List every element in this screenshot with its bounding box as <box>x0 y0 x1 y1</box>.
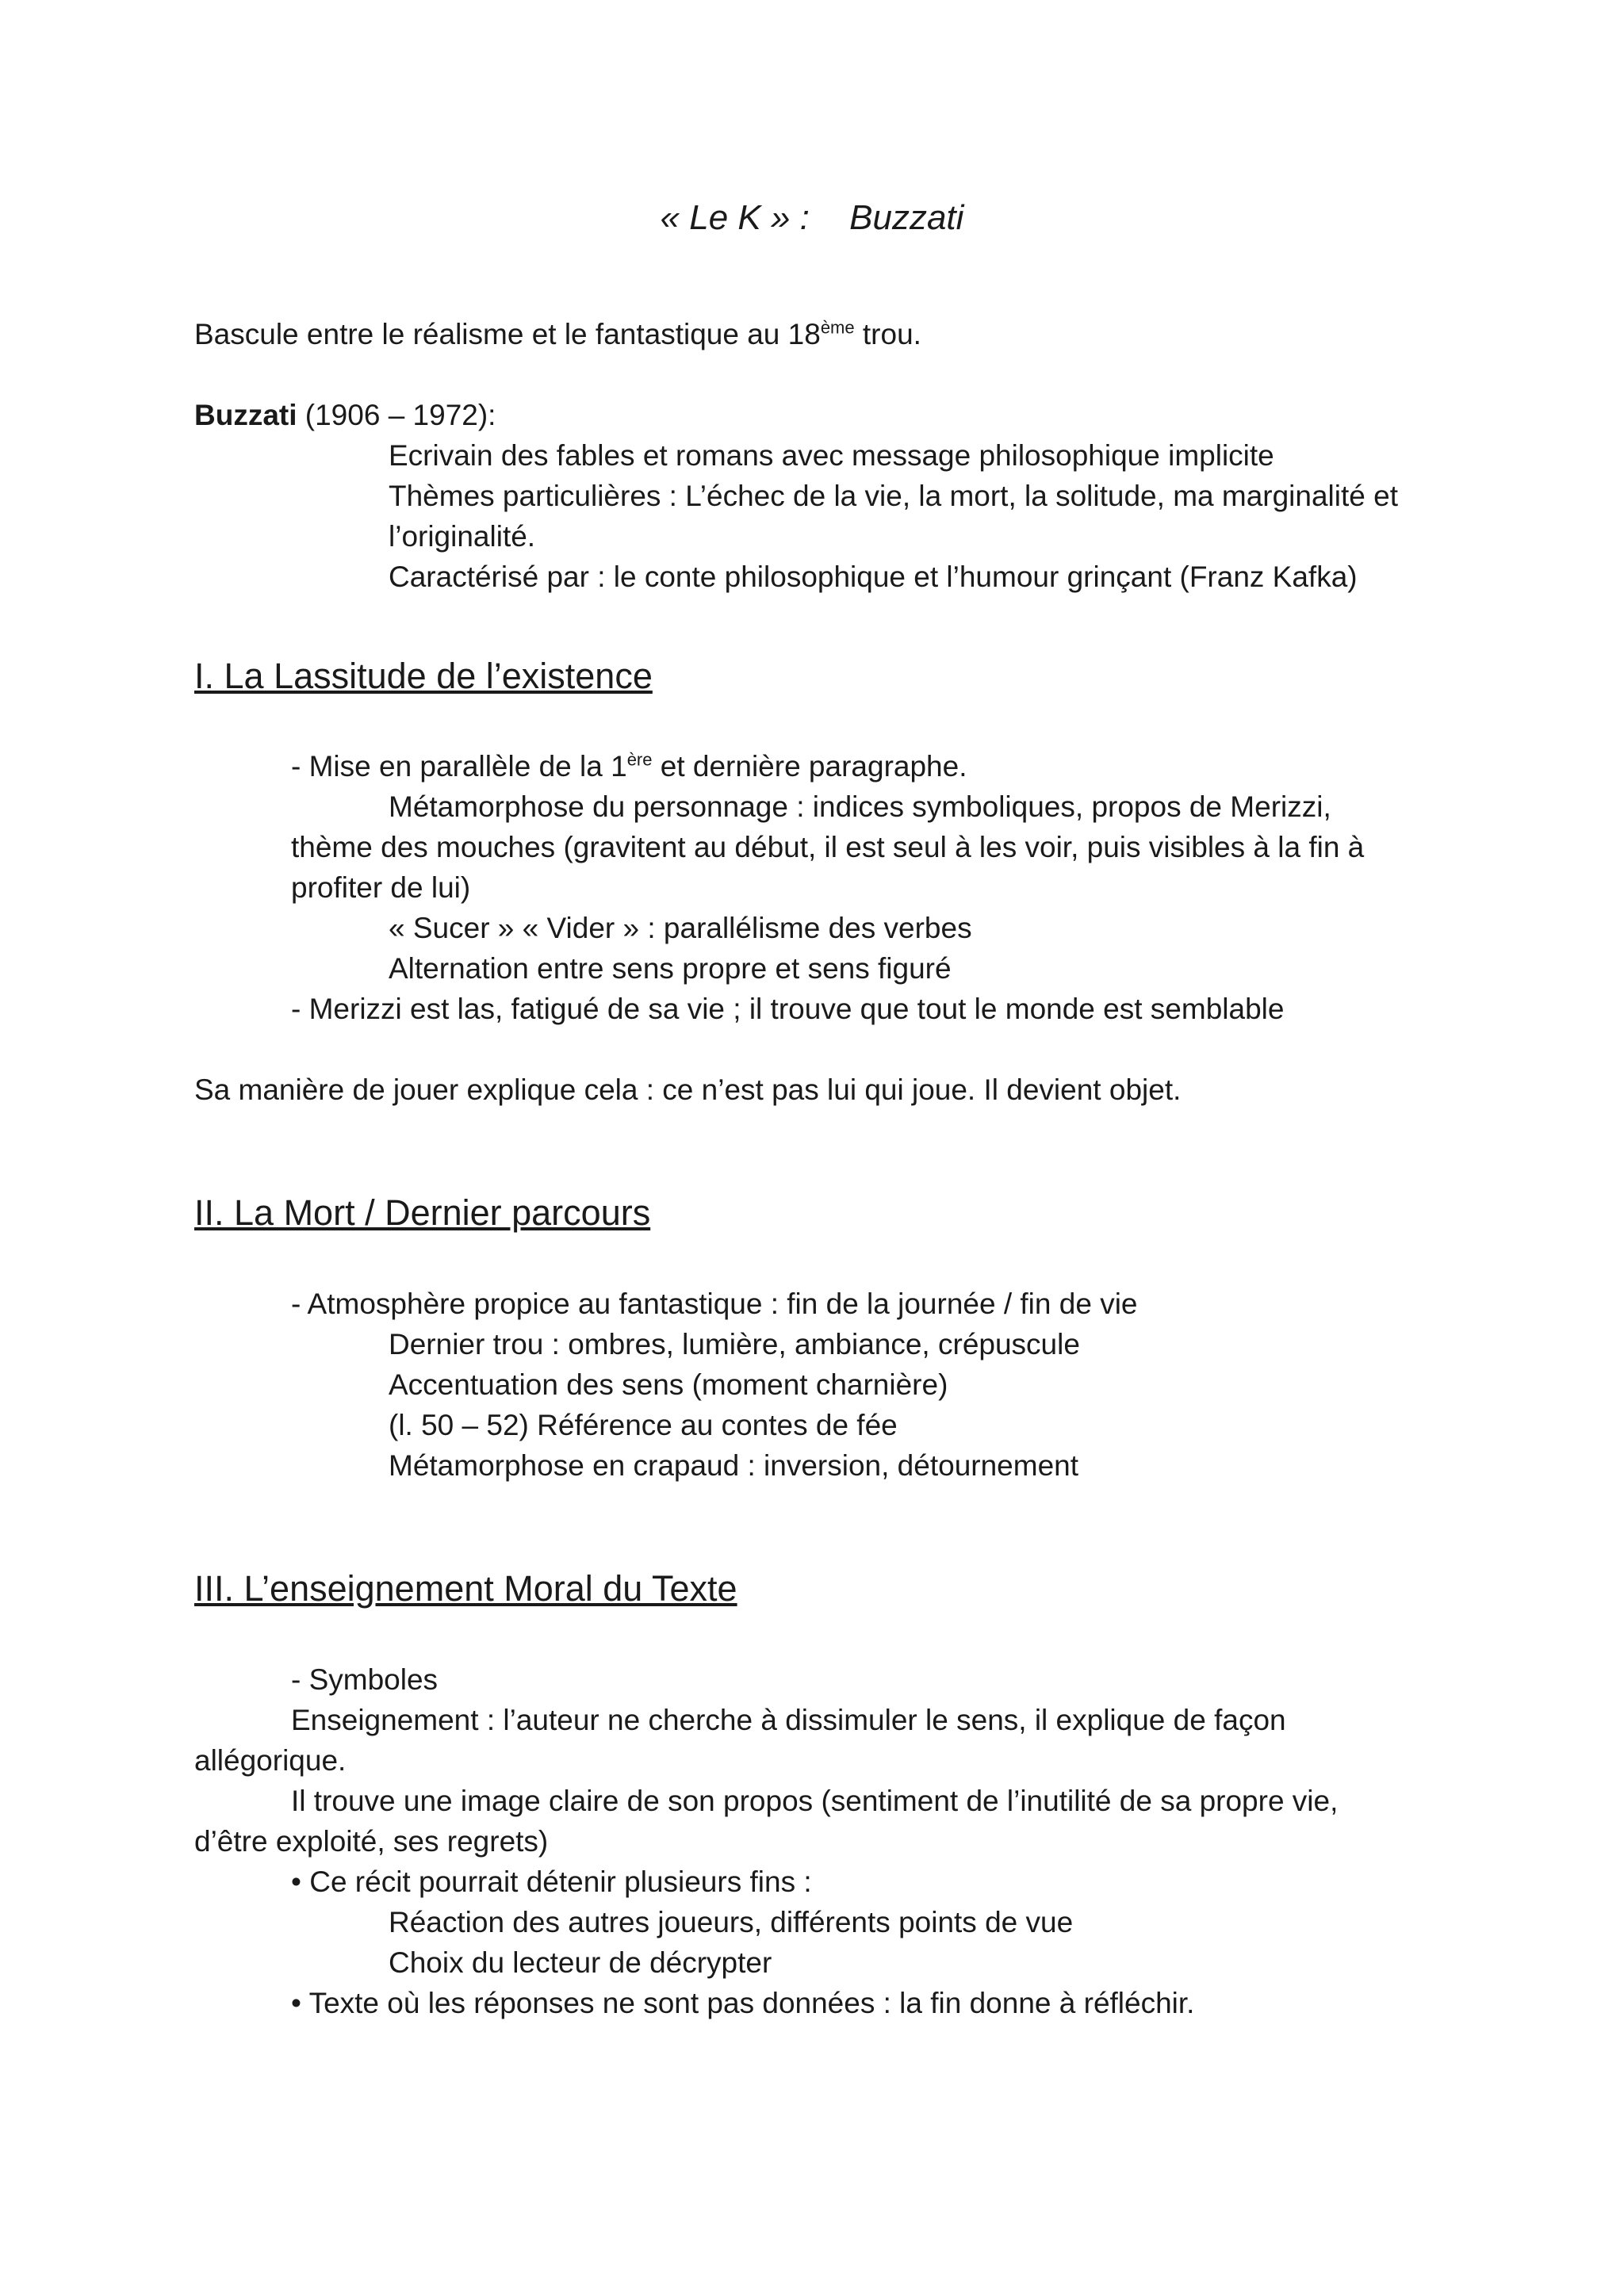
body-line: (l. 50 – 52) Référence au contes de fée <box>389 1409 898 1441</box>
intro-text: Bascule entre le réalisme et le fantastique au 18 <box>194 318 821 350</box>
bullet-line: • Ce récit pourrait détenir plusieurs fins : <box>291 1866 812 1898</box>
section-heading: II. La Mort / Dernier parcours <box>194 1192 651 1233</box>
author-detail-line: l’originalité. <box>389 520 536 553</box>
bullet-text: - Mise en parallèle de la 1 <box>291 750 627 783</box>
intro-text-end: trou. <box>854 318 921 350</box>
body-line: Enseignement : l’auteur ne cherche à dissimuler le sens, il explique de façon <box>291 1704 1286 1736</box>
author-dates: (1906 – 1972): <box>297 399 496 431</box>
conclusion-line: Sa manière de jouer explique cela : ce n’est pas lui qui joue. Il devient objet. <box>194 1073 1182 1106</box>
title-author: Buzzati <box>849 198 964 237</box>
body-line: profiter de lui) <box>291 871 471 904</box>
body-line: Accentuation des sens (moment charnière) <box>389 1368 948 1401</box>
body-line: Réaction des autres joueurs, différents points de vue <box>389 1906 1074 1938</box>
title-work: « Le K » : <box>660 198 810 237</box>
body-line: thème des mouches (gravitent au début, il est seul à les voir, puis visibles à la fin à <box>291 831 1365 863</box>
bullet-text-end: et dernière paragraphe. <box>652 750 967 783</box>
body-line: Métamorphose du personnage : indices symboliques, propos de Merizzi, <box>389 790 1331 823</box>
author-detail-line: Caractérisé par : le conte philosophique et l’humour grinçant (Franz Kafka) <box>389 561 1358 593</box>
body-line: Choix du lecteur de décrypter <box>389 1946 772 1979</box>
body-line: allégorique. <box>194 1744 347 1777</box>
bullet-line: - Merizzi est las, fatigué de sa vie ; il trouve que tout le monde est semblable <box>291 993 1285 1025</box>
section-heading: III. L’enseignement Moral du Texte <box>194 1568 737 1609</box>
body-line: « Sucer » « Vider » : parallélisme des verbes <box>389 912 972 944</box>
author-name: Buzzati <box>194 399 297 431</box>
intro-line <box>194 317 921 352</box>
bullet-superscript: ère <box>626 749 653 770</box>
body-line: Dernier trou : ombres, lumière, ambiance, crépuscule <box>389 1328 1080 1360</box>
body-line: Métamorphose en crapaud : inversion, détournement <box>389 1449 1079 1482</box>
body-line: d’être exploité, ses regrets) <box>194 1825 549 1858</box>
body-line: Il trouve une image claire de son propos (sentiment de l’inutilité de sa propre vie, <box>291 1785 1339 1817</box>
intro-superscript: ème <box>820 317 855 338</box>
author-detail-line: Ecrivain des fables et romans avec message philosophique implicite <box>389 439 1274 472</box>
author-line <box>194 398 496 433</box>
bullet-line: • Texte où les réponses ne sont pas données : la fin donne à réfléchir. <box>291 1987 1195 2019</box>
author-detail-line: Thèmes particulières : L’échec de la vie, la mort, la solitude, ma marginalité et <box>389 480 1398 512</box>
bullet-line: - Symboles <box>291 1663 439 1696</box>
bullet-line: - Atmosphère propice au fantastique : fin de la journée / fin de vie <box>291 1288 1138 1320</box>
section-heading: I. La Lassitude de l’existence <box>194 656 653 696</box>
page-title <box>0 198 1624 238</box>
body-line: Alternation entre sens propre et sens figuré <box>389 952 952 985</box>
bullet-line <box>291 749 967 784</box>
